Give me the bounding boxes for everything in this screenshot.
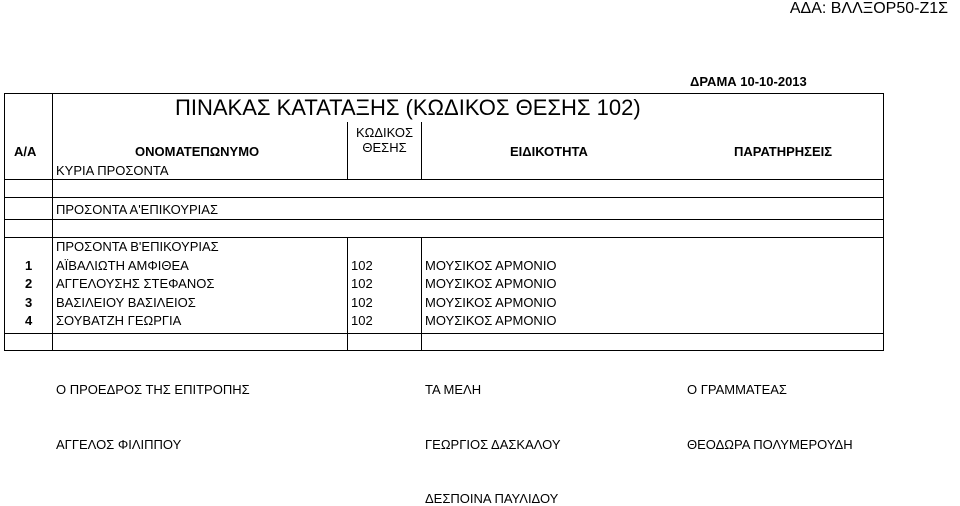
- row-divider: [4, 179, 884, 180]
- row-specialty: ΜΟΥΣΙΚΟΣ ΑΡΜΟΝΙΟ: [425, 295, 557, 310]
- chair-title: Ο ΠΡΟΕΔΡΟΣ ΤΗΣ ΕΠΙΤΡΟΠΗΣ: [56, 382, 250, 397]
- member-name: ΓΕΩΡΓΙΟΣ ΔΑΣΚΑΛΟΥ: [425, 437, 561, 452]
- row-aa: 1: [25, 258, 33, 273]
- row-code: 102: [351, 295, 373, 310]
- header-specialty: ΕΙΔΙΚΟΤΗΤΑ: [510, 144, 588, 159]
- col-divider: [52, 93, 53, 351]
- header-code: [348, 125, 421, 155]
- row-aa: 2: [25, 276, 33, 291]
- row-code: 102: [351, 313, 373, 328]
- row-aa: 4: [25, 313, 33, 328]
- row-specialty: ΜΟΥΣΙΚΟΣ ΑΡΜΟΝΙΟ: [425, 258, 557, 273]
- header-code-line2: ΘΕΣΗΣ: [362, 140, 407, 155]
- header-aa: Α/Α: [14, 144, 37, 159]
- document-date: ΔΡΑΜΑ 10-10-2013: [690, 74, 807, 89]
- section-b-auxiliary: ΠΡΟΣΟΝΤΑ Β'ΕΠΙΚΟΥΡΙΑΣ: [56, 239, 219, 254]
- row-divider: [4, 197, 884, 198]
- row-code: 102: [351, 258, 373, 273]
- col-divider: [421, 237, 422, 351]
- section-main-qualifications: ΚΥΡΙΑ ΠΡΟΣΟΝΤΑ: [56, 163, 169, 178]
- members-title: ΤΑ ΜΕΛΗ: [425, 382, 482, 397]
- secretary-title: Ο ΓΡΑΜΜΑΤΕΑΣ: [687, 382, 787, 397]
- row-specialty: ΜΟΥΣΙΚΟΣ ΑΡΜΟΝΙΟ: [425, 313, 557, 328]
- col-divider: [347, 237, 348, 351]
- row-aa: 3: [25, 295, 33, 310]
- row-divider: [4, 333, 884, 334]
- row-specialty: ΜΟΥΣΙΚΟΣ ΑΡΜΟΝΙΟ: [425, 276, 557, 291]
- ada-code: ΑΔΑ: ΒΛΛΞΟΡ50-Ζ1Σ: [789, 0, 948, 17]
- header-remarks: ΠΑΡΑΤΗΡΗΣΕΙΣ: [734, 144, 833, 159]
- header-code-line1: ΚΩΔΙΚΟΣ: [355, 125, 414, 140]
- section-a-auxiliary: ΠΡΟΣΟΝΤΑ Α'ΕΠΙΚΟΥΡΙΑΣ: [56, 202, 218, 217]
- member-name: ΔΕΣΠΟΙΝΑ ΠΑΥΛΙΔΟΥ: [425, 491, 559, 506]
- chair-name: ΑΓΓΕΛΟΣ ΦΙΛΙΠΠΟΥ: [56, 437, 182, 452]
- header-name: ΟΝΟΜΑΤΕΠΩΝΥΜΟ: [135, 144, 260, 159]
- row-name: ΣΟΥΒΑΤΖΗ ΓΕΩΡΓΙΑ: [56, 313, 182, 328]
- page-title: ΠΙΝΑΚΑΣ ΚΑΤΑΤΑΞΗΣ (ΚΩΔΙΚΟΣ ΘΕΣΗΣ 102): [175, 95, 641, 120]
- row-divider: [4, 219, 884, 220]
- col-divider: [421, 122, 422, 180]
- row-name: ΑΪΒΑΛΙΩΤΗ ΑΜΦΙΘΕΑ: [56, 258, 189, 273]
- row-name: ΑΓΓΕΛΟΥΣΗΣ ΣΤΕΦΑΝΟΣ: [56, 276, 215, 291]
- row-code: 102: [351, 276, 373, 291]
- row-name: ΒΑΣΙΛΕΙΟΥ ΒΑΣΙΛΕΙΟΣ: [56, 295, 196, 310]
- row-divider: [4, 237, 884, 238]
- secretary-name: ΘΕΟΔΩΡΑ ΠΟΛΥΜΕΡΟΥΔΗ: [687, 437, 853, 452]
